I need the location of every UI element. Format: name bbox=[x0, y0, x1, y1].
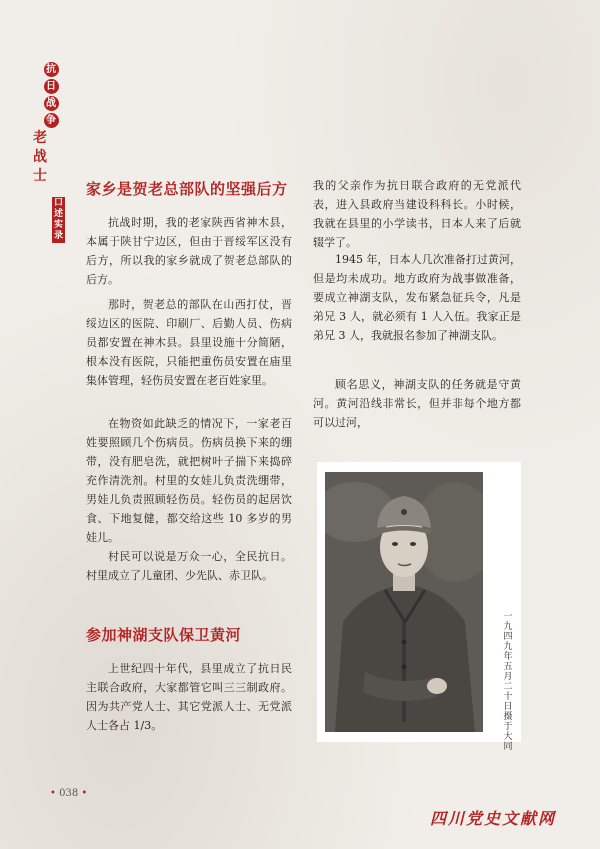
section-heading-hometown: 家乡是贺老总部队的坚强后方 bbox=[86, 180, 288, 198]
portrait-photo-frame bbox=[317, 462, 521, 752]
paragraph: 1945 年，日本人几次准备打过黄河，但是均未成功。地方政府为战事做准备，要成立神湖支队，发布紧急征兵令，凡是弟兄 3 人，就必须有 1 人入伍。我家正是弟兄 3 人，我就报名参加了神湖支队。 bbox=[313, 253, 521, 342]
paragraph: 村民可以说是万众一心，全民抗日。村里成立了儿童团、少先队、赤卫队。 bbox=[86, 550, 292, 582]
soldier-portrait-photo bbox=[325, 472, 483, 732]
stamp-box-char: 述 bbox=[53, 209, 63, 219]
paragraph: 我的父亲作为抗日联合政府的无党派代表，进入县政府当建设科科长。小时候，我就在县里的小学读书，日本人来了后就辍学了。 bbox=[313, 179, 521, 249]
column-stamp bbox=[33, 60, 66, 241]
stamp-box-char: 口 bbox=[53, 198, 63, 208]
photo-caption: 一九四九年五月二十日摄于大同 bbox=[503, 612, 513, 752]
page-number-dot-left: • bbox=[50, 788, 56, 799]
page-number-text: 038 bbox=[59, 788, 79, 799]
stamp-big-char: 战 bbox=[33, 149, 47, 165]
portrait-illustration bbox=[325, 472, 483, 732]
stamp-box-char: 实 bbox=[53, 220, 63, 230]
stamp-box-char: 录 bbox=[53, 231, 63, 241]
stamp-char: 抗 bbox=[44, 62, 59, 77]
stamp-box bbox=[52, 197, 65, 243]
stamp-char: 战 bbox=[44, 96, 59, 111]
stamp-big-char: 老 bbox=[33, 130, 47, 146]
stamp-big-char: 士 bbox=[33, 168, 47, 184]
paragraph: 抗战时期，我的老家陕西省神木县，本属于陕甘宁边区，但由于晋绥军区没有后方，所以我的家乡就成了贺老总部队的后方。 bbox=[86, 216, 292, 286]
stamp-char: 日 bbox=[44, 79, 59, 94]
stamp-char: 争 bbox=[44, 113, 59, 128]
paragraph: 顾名思义，神湖支队的任务就是守黄河。黄河沿线非常长，但并非每个地方都可以过河， bbox=[313, 378, 521, 429]
brand-watermark: 四川党史文献网 bbox=[430, 809, 557, 828]
page-number-dot-right: • bbox=[81, 788, 88, 799]
paragraph: 在物资如此缺乏的情况下，一家老百姓要照顾几个伤病员。伤病员换下来的绷带，没有肥皂洗，就把树叶子揣下来捣碎充作清洗剂。村里的女娃儿负责洗绷带，男娃儿负责照顾轻伤员。轻伤员的起居饮食、下地复健，都交给这些 10 多岁的男娃儿。 bbox=[86, 417, 292, 544]
page-number bbox=[50, 788, 87, 799]
paragraph: 那时，贺老总的部队在山西打仗，晋绥边区的医院、印刷厂、后勤人员、伤病员都安置在神木县。县里设施十分简陋，根本没有医院，只能把重伤员安置在庙里集体管理，轻伤员安置在老百姓家里。 bbox=[86, 298, 292, 387]
section-heading-shenhu: 参加神湖支队保卫黄河 bbox=[86, 626, 242, 644]
paragraph: 上世纪四十年代，县里成立了抗日民主联合政府，大家都管它叫三三制政府。因为共产党人士、其它党派人士、无党派人士各占 1/3。 bbox=[86, 662, 292, 732]
